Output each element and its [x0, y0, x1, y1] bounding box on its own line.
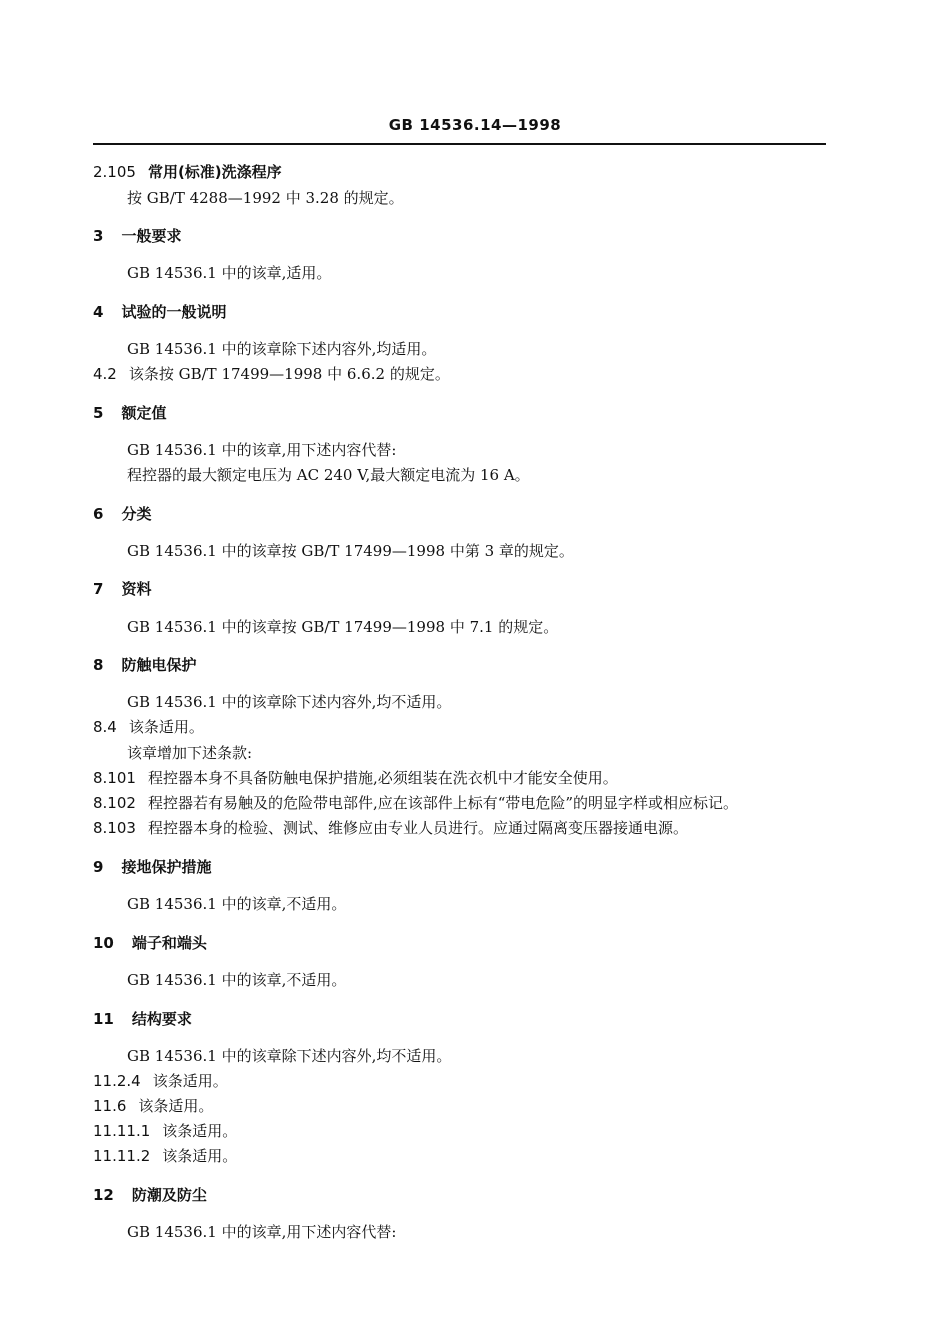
clause-text: 程控器若有易触及的危险带电部件,应在该部件上标有“带电危险”的明显字样或相应标记。: [147, 794, 739, 812]
section-number: 7: [93, 580, 104, 598]
section-4-text: GB 14536.1 中的该章除下述内容外,均适用。: [127, 340, 437, 358]
section-9-heading: [93, 857, 211, 877]
clause-text: 该条按 GB/T 17499—1998 中 6.6.2 的规定。: [128, 365, 450, 383]
clause-8-4: [93, 717, 204, 737]
clause-11-6: [93, 1096, 213, 1116]
section-8-text: GB 14536.1 中的该章除下述内容外,均不适用。: [127, 693, 452, 711]
clause-number: 4.2: [93, 365, 117, 383]
section-number: 5: [93, 404, 104, 422]
section-11-text: GB 14536.1 中的该章除下述内容外,均不适用。: [127, 1047, 452, 1065]
clause-number: 11.2.4: [93, 1072, 141, 1090]
clause-text: 该条适用。: [162, 1147, 238, 1165]
clause-number: 2.105: [93, 163, 136, 181]
section-number: 10: [93, 934, 114, 952]
section-9-text: GB 14536.1 中的该章,不适用。: [127, 895, 347, 913]
section-title: 结构要求: [131, 1010, 192, 1028]
clause-11-11-1: [93, 1121, 237, 1141]
clause-number: 8.101: [93, 769, 136, 787]
section-5-text-1: GB 14536.1 中的该章,用下述内容代替:: [127, 441, 397, 459]
section-title: 额定值: [121, 404, 167, 422]
clause-number: 11.6: [93, 1097, 127, 1115]
clause-number: 11.11.2: [93, 1147, 151, 1165]
section-5-text-2: 程控器的最大额定电压为 AC 240 V,最大额定电流为 16 A。: [127, 466, 530, 484]
section-6-text: GB 14536.1 中的该章按 GB/T 17499—1998 中第 3 章的规定。: [127, 542, 574, 560]
clause-8-103: [93, 818, 688, 838]
clause-number: 11.11.1: [93, 1122, 151, 1140]
section-5-heading: [93, 403, 166, 423]
clause-11-11-2: [93, 1146, 237, 1166]
section-number: 9: [93, 858, 104, 876]
clause-text: 该条适用。: [162, 1122, 238, 1140]
section-12-text: GB 14536.1 中的该章,用下述内容代替:: [127, 1223, 397, 1241]
section-4-heading: [93, 302, 226, 322]
section-title: 资料: [121, 580, 152, 598]
clause-8-4-text-2: 该章增加下述条款:: [127, 744, 253, 762]
clause-2-105-text: 按 GB/T 4288—1992 中 3.28 的规定。: [127, 189, 404, 207]
section-number: 8: [93, 656, 104, 674]
clause-text: 程控器本身的检验、测试、维修应由专业人员进行。应通过隔离变压器接通电源。: [147, 819, 688, 837]
clause-text: 程控器本身不具备防触电保护措施,必须组装在洗衣机中才能安全使用。: [147, 769, 618, 787]
section-7-heading: [93, 579, 151, 599]
clause-number: 8.102: [93, 794, 136, 812]
page-header: GB 14536.14—1998: [388, 116, 562, 134]
section-number: 4: [93, 303, 104, 321]
section-10-heading: [93, 933, 207, 953]
clause-number: 8.4: [93, 718, 117, 736]
section-title: 接地保护措施: [121, 858, 212, 876]
section-number: 3: [93, 227, 104, 245]
clause-text: 该条适用。: [128, 718, 204, 736]
section-7-text: GB 14536.1 中的该章按 GB/T 17499—1998 中 7.1 的规定。: [127, 618, 559, 636]
clause-11-2-4: [93, 1071, 228, 1091]
clause-4-2: [93, 364, 450, 384]
section-title: 端子和端头: [131, 934, 207, 952]
section-11-heading: [93, 1009, 192, 1029]
clause-text: 该条适用。: [152, 1072, 228, 1090]
section-title: 防触电保护: [121, 656, 197, 674]
section-title: 试验的一般说明: [121, 303, 227, 321]
section-title: 防潮及防尘: [131, 1186, 207, 1204]
clause-title: 常用(标准)洗涤程序: [147, 163, 282, 181]
section-title: 分类: [121, 505, 152, 523]
section-number: 6: [93, 505, 104, 523]
header-rule: [93, 143, 826, 145]
section-number: 12: [93, 1186, 114, 1204]
section-8-heading: [93, 655, 196, 675]
clause-8-101: [93, 768, 618, 788]
section-6-heading: [93, 504, 151, 524]
section-3-text: GB 14536.1 中的该章,适用。: [127, 264, 332, 282]
clause-8-102: [93, 793, 738, 813]
clause-2-105-heading: [93, 162, 282, 182]
section-12-heading: [93, 1185, 207, 1205]
clause-number: 8.103: [93, 819, 136, 837]
clause-text: 该条适用。: [138, 1097, 214, 1115]
section-title: 一般要求: [121, 227, 182, 245]
section-3-heading: [93, 226, 181, 246]
section-number: 11: [93, 1010, 114, 1028]
section-10-text: GB 14536.1 中的该章,不适用。: [127, 971, 347, 989]
